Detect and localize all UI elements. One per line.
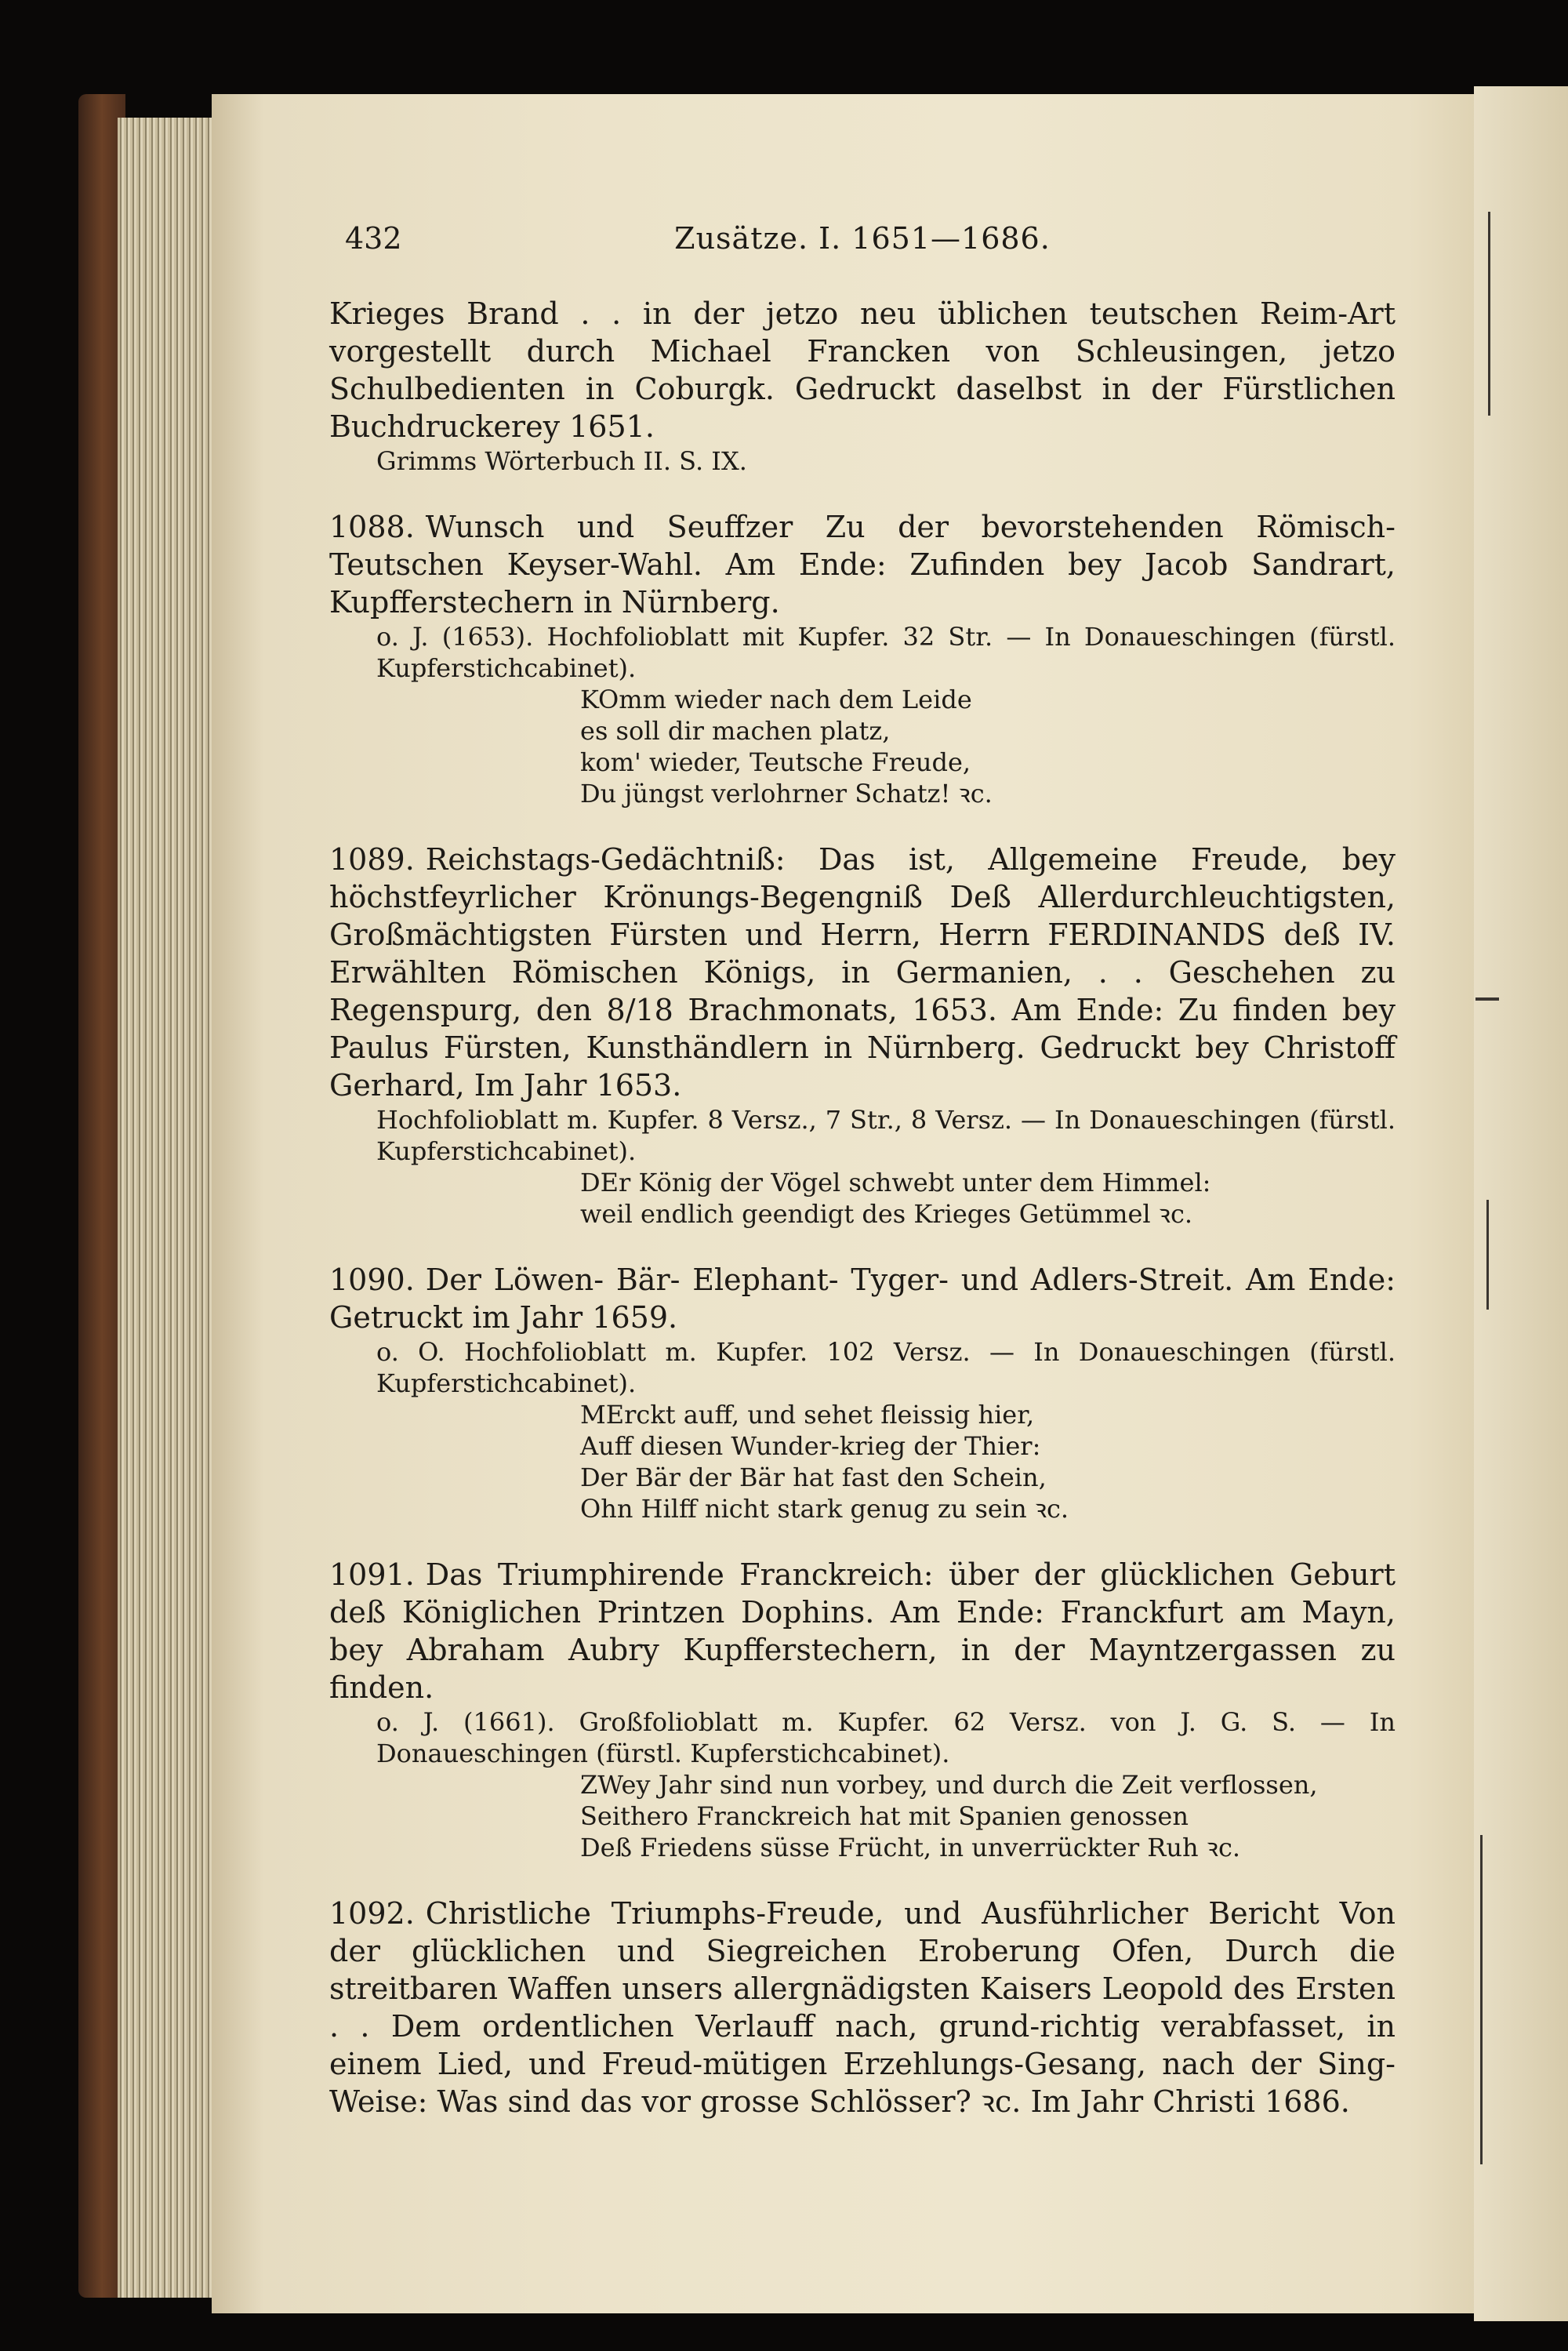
entry-note: o. O. Hochfolioblatt m. Kupfer. 102 Versz. — In Donaueschingen (fürstl. Kupferstichcabinet). (376, 1337, 1396, 1398)
page-header (329, 220, 1396, 267)
margin-pencil-mark (1486, 1200, 1489, 1310)
entry-number: 1092. (329, 1896, 415, 1931)
entry-title: Krieges Brand . . in der jetzo neu üblichen teutschen Reim-Art vorgestellt durch Michael Francken von Schleusingen, jetzo Schulbedienten in Coburgk. Gedruckt daselbst in der Fürstlichen Buchdruckerey 1651. (329, 296, 1396, 444)
page-edges (118, 118, 227, 2298)
margin-pencil-mark (1488, 212, 1490, 416)
verse-line: ZWey Jahr sind nun vorbey, und durch die Zeit verflossen, (580, 1770, 1318, 1800)
verse-line: Du jüngst verlohrner Schatz! ꝛc. (580, 779, 993, 808)
entry-title (329, 1261, 1396, 1336)
catalog-entry (329, 1261, 1396, 1524)
entry-number: 1089. (329, 842, 415, 877)
entry-number: 1088. (329, 510, 415, 544)
verse-line: Ohn Hilff nicht stark genug zu sein ꝛc. (580, 1494, 1069, 1524)
margin-pencil-mark (1480, 1835, 1483, 2164)
verse-line: Auff diesen Wunder-krieg der Thier: (580, 1431, 1041, 1461)
catalog-entry (329, 841, 1396, 1230)
entry-note: o. J. (1661). Großfolioblatt m. Kupfer. 62 Versz. von J. G. S. — In Donaueschingen (fürstl. Kupferstichcabinet). (376, 1707, 1396, 1768)
entry-title (329, 1556, 1396, 1706)
entry-title (329, 841, 1396, 1104)
page-number: 432 (345, 221, 402, 256)
verse-line: Seithero Franckreich hat mit Spanien genossen (580, 1801, 1189, 1831)
entry-title (329, 1895, 1396, 2120)
entry-title (329, 508, 1396, 621)
verse-line: Deß Friedens süsse Frücht, in unverrückter Ruh ꝛc. (580, 1833, 1241, 1862)
entry-note: Hochfolioblatt m. Kupfer. 8 Versz., 7 Str., 8 Versz. — In Donaueschingen (fürstl. Kupferstichcabinet). (376, 1105, 1396, 1166)
entry-title-text: Christliche Triumphs-Freude, und Ausführlicher Bericht Von der glücklichen und Siegreichen Eroberung Ofen, Durch die streitbaren Waffen unsers allergnädigsten Kaisers Leopold des Ersten . . Dem ordentlichen Verlauff nach, grund-richtig verabfasset, in einem Lied, und Freud-mütigen Erzehlungs-Gesang, nach der Sing-Weise: Was sind das vor grosse Schlösser? ꝛc. Im Jahr Christi 1686. (329, 1896, 1396, 2119)
entry-list (329, 508, 1396, 2120)
entry-note: Grimms Wörterbuch II. S. IX. (376, 446, 747, 476)
verse-line: DEr König der Vögel schwebt unter dem Himmel: (580, 1168, 1211, 1197)
running-head: Zusätze. I. 1651—1686. (674, 221, 1051, 256)
catalog-entry (329, 1895, 1396, 2120)
page-text (329, 220, 1396, 2120)
entry-title-text: Das Triumphirende Franckreich: über der glücklichen Geburt deß Königlichen Printzen Dophins. Am Ende: Franckfurt am Mayn, bey Abraham Aubry Kupfferstechern, in der Mayntzergassen zu finden. (329, 1557, 1396, 1705)
continuation-entry (329, 295, 1396, 477)
verse-line: MErckt auff, und sehet fleissig hier, (580, 1400, 1035, 1430)
verse-line: es soll dir machen platz, (580, 716, 891, 746)
verse-line: kom' wieder, Teutsche Freude, (580, 747, 971, 777)
entry-verse (329, 1769, 1396, 1863)
verse-line: Der Bär der Bär hat fast den Schein, (580, 1463, 1047, 1492)
verse-line: KOmm wieder nach dem Leide (580, 685, 972, 714)
entry-title-text: Wunsch und Seuffzer Zu der bevorstehenden Römisch-Teutschen Keyser-Wahl. Am Ende: Zufinden bey Jacob Sandrart, Kupfferstechern in Nürnberg. (329, 510, 1396, 620)
entry-title-text: Der Löwen- Bär- Elephant- Tyger- und Adlers-Streit. Am Ende: Getruckt im Jahr 1659. (329, 1263, 1396, 1335)
verse-line: weil endlich geendigt des Krieges Getümmel ꝛc. (580, 1199, 1193, 1229)
entry-note: o. J. (1653). Hochfolioblatt mit Kupfer. 32 Str. — In Donaueschingen (fürstl. Kupferstichcabinet). (376, 622, 1396, 683)
entry-verse (329, 1399, 1396, 1524)
entry-verse (329, 1167, 1396, 1230)
margin-pencil-mark (1475, 997, 1499, 1001)
entry-title-text: Reichstags-Gedächtniß: Das ist, Allgemeine Freude, bey höchstfeyrlicher Krönungs-Begengniß Deß Allerdurchleuchtigsten, Großmächtigsten Fürsten und Herrn, Herrn FERDINANDS deß IV. Erwählten Römischen Königs, in Germanien, . . Geschehen zu Regenspurg, den 8/18 Brachmonats, 1653. Am Ende: Zu finden bey Paulus Fürsten, Kunsthändlern in Nürnberg. Gedruckt bey Christoff Gerhard, Im Jahr 1653. (329, 842, 1396, 1103)
entry-number: 1090. (329, 1263, 415, 1297)
catalog-entry (329, 1556, 1396, 1863)
catalog-entry (329, 508, 1396, 809)
entry-verse (329, 684, 1396, 809)
entry-number: 1091. (329, 1557, 415, 1592)
